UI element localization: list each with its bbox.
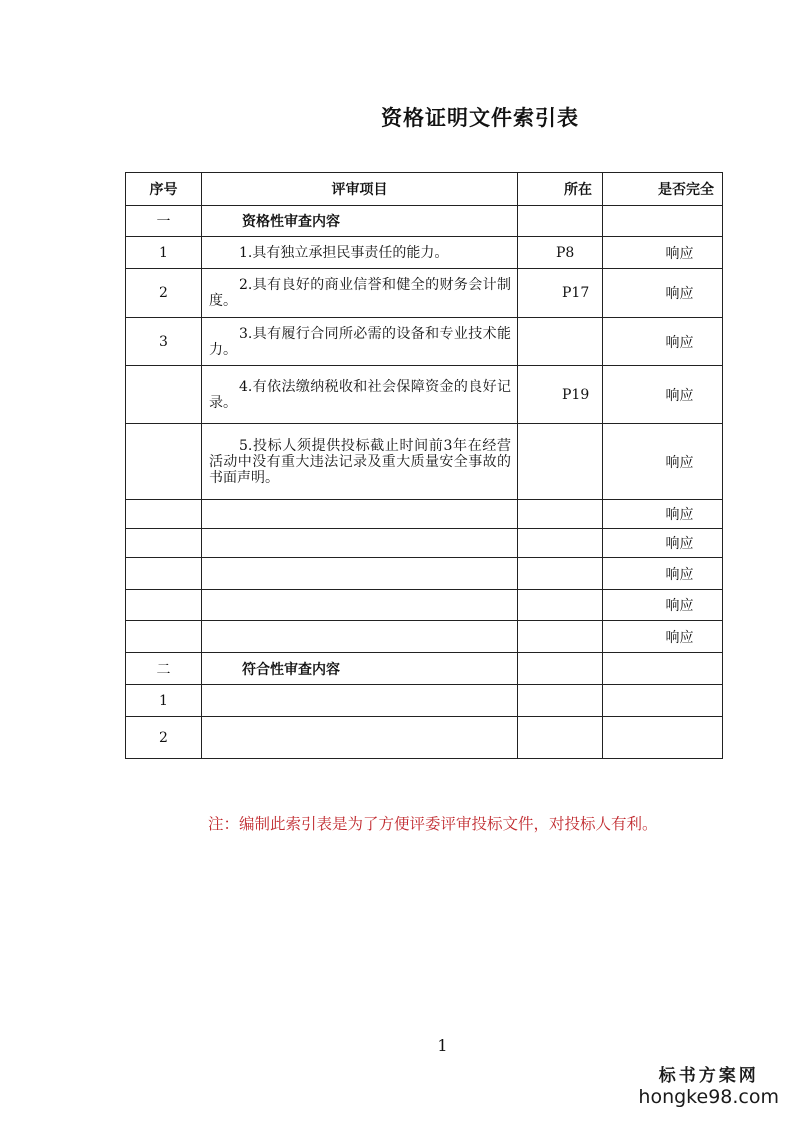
row-location <box>518 558 603 590</box>
header-item: 评审项目 <box>202 173 518 206</box>
row-complete: 响应 <box>603 500 723 529</box>
row-location: P8 <box>518 237 603 269</box>
row-item <box>202 717 518 759</box>
row-location <box>518 529 603 558</box>
header-location: 所在 <box>518 173 603 206</box>
header-complete: 是否完全 <box>603 173 723 206</box>
row-complete <box>603 685 723 717</box>
table-row <box>126 366 723 424</box>
watermark-top: 标书方案网 <box>658 1066 759 1086</box>
index-table <box>125 172 723 759</box>
row-item <box>202 685 518 717</box>
row-location <box>518 424 603 500</box>
table-row <box>126 269 723 318</box>
section-title: 符合性审查内容 <box>202 653 518 685</box>
row-complete: 响应 <box>603 424 723 500</box>
table-row <box>126 717 723 759</box>
row-no: 2 <box>126 269 202 318</box>
row-item <box>202 558 518 590</box>
row-location: P17 <box>518 269 603 318</box>
row-complete: 响应 <box>603 318 723 366</box>
row-no <box>126 424 202 500</box>
section-no: 一 <box>126 206 202 237</box>
row-no <box>126 558 202 590</box>
row-no: 2 <box>126 717 202 759</box>
watermark-logo <box>638 1061 779 1108</box>
row-item <box>202 621 518 653</box>
page-title: 资格证明文件索引表 <box>381 106 579 130</box>
row-complete: 响应 <box>603 621 723 653</box>
row-item: 2.具有良好的商业信誉和健全的财务会计制度。 <box>202 269 518 318</box>
section-title: 资格性审查内容 <box>202 206 518 237</box>
section-row <box>126 653 723 685</box>
table-row <box>126 558 723 590</box>
row-item <box>202 500 518 529</box>
empty-cell <box>603 653 723 685</box>
table-row <box>126 237 723 269</box>
table-row <box>126 500 723 529</box>
header-no: 序号 <box>126 173 202 206</box>
row-complete: 响应 <box>603 529 723 558</box>
table-row <box>126 590 723 621</box>
watermark-bottom: hongke98.com <box>638 1086 779 1108</box>
table-row <box>126 529 723 558</box>
table-row <box>126 621 723 653</box>
footnote: 注：编制此索引表是为了方便评委评审投标文件，对投标人有利。 <box>208 815 658 833</box>
row-complete: 响应 <box>603 237 723 269</box>
empty-cell <box>603 206 723 237</box>
row-no <box>126 621 202 653</box>
row-location: P19 <box>518 366 603 424</box>
row-no <box>126 590 202 621</box>
row-complete: 响应 <box>603 590 723 621</box>
row-complete: 响应 <box>603 558 723 590</box>
row-complete: 响应 <box>603 269 723 318</box>
row-location <box>518 621 603 653</box>
row-item: 1.具有独立承担民事责任的能力。 <box>202 237 518 269</box>
row-item <box>202 529 518 558</box>
table-row <box>126 424 723 500</box>
row-location <box>518 685 603 717</box>
table-row <box>126 685 723 717</box>
row-no: 3 <box>126 318 202 366</box>
header-row <box>126 173 723 206</box>
row-no: 1 <box>126 685 202 717</box>
row-location <box>518 717 603 759</box>
section-row <box>126 206 723 237</box>
row-no <box>126 366 202 424</box>
row-location <box>518 590 603 621</box>
row-item: 4.有依法缴纳税收和社会保障资金的良好记录。 <box>202 366 518 424</box>
row-location <box>518 318 603 366</box>
row-item: 5.投标人须提供投标截止时间前3年在经营活动中没有重大违法记录及重大质量安全事故的书面声明。 <box>202 424 518 500</box>
row-complete <box>603 717 723 759</box>
page-number: 1 <box>437 1036 448 1055</box>
row-no <box>126 529 202 558</box>
row-location <box>518 500 603 529</box>
section-no: 二 <box>126 653 202 685</box>
row-no: 1 <box>126 237 202 269</box>
row-item: 3.具有履行合同所必需的设备和专业技术能力。 <box>202 318 518 366</box>
row-item <box>202 590 518 621</box>
row-no <box>126 500 202 529</box>
empty-cell <box>518 653 603 685</box>
table-row <box>126 318 723 366</box>
row-complete: 响应 <box>603 366 723 424</box>
empty-cell <box>518 206 603 237</box>
